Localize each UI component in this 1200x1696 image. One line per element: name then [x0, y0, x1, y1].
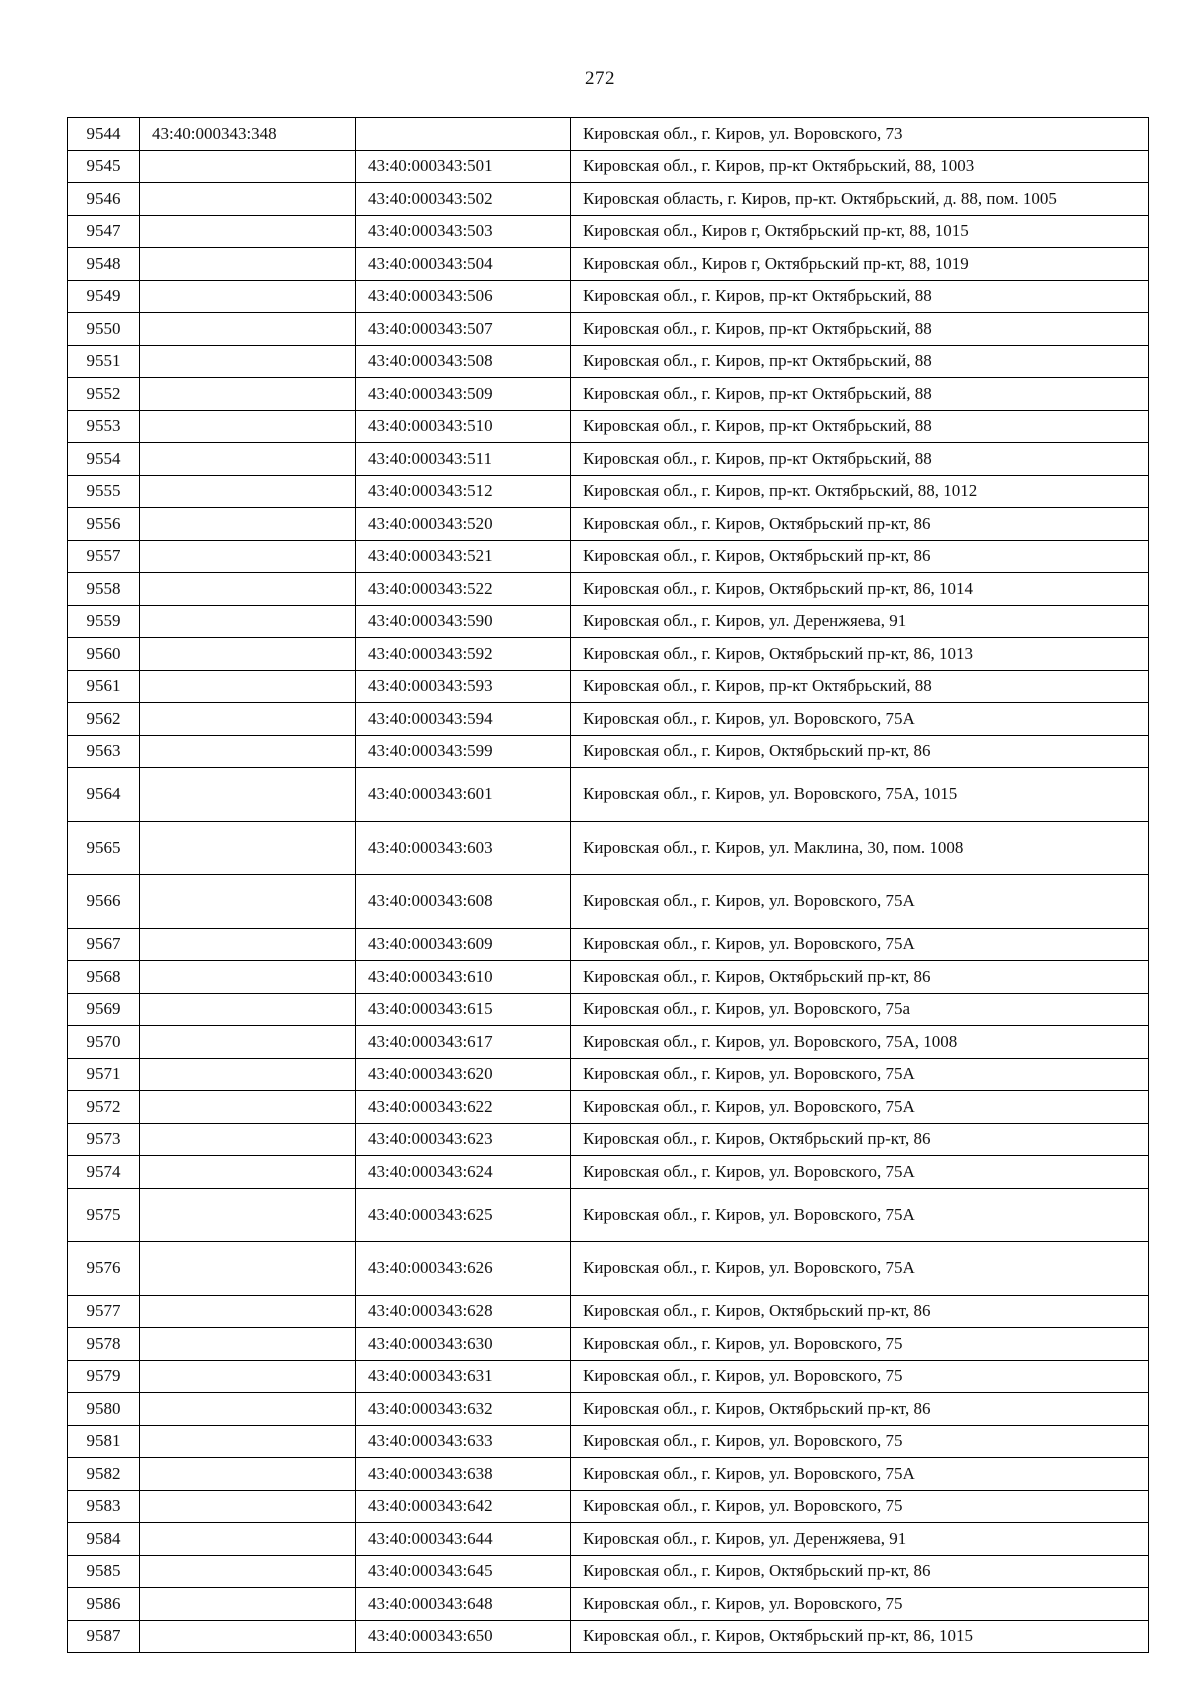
old-cadastral-number-cell: [140, 1555, 356, 1588]
table-row: [68, 1156, 1149, 1189]
row-number-cell: 9567: [68, 928, 140, 961]
table-row: [68, 928, 1149, 961]
cadastral-number-cell: 43:40:000343:522: [356, 573, 571, 606]
page-number: 272: [585, 68, 615, 89]
table-row: [68, 1588, 1149, 1621]
old-cadastral-number-cell: [140, 638, 356, 671]
cadastral-number-cell: 43:40:000343:601: [356, 768, 571, 822]
table-row: [68, 1620, 1149, 1653]
address-cell: Кировская обл., г. Киров, Октябрьский пр-кт, 86: [571, 1295, 1149, 1328]
row-number-cell: 9578: [68, 1328, 140, 1361]
old-cadastral-number-cell: [140, 1156, 356, 1189]
old-cadastral-number-cell: [140, 215, 356, 248]
row-number-cell: 9551: [68, 345, 140, 378]
table-row: [68, 378, 1149, 411]
address-cell: Кировская область, г. Киров, пр-кт. Октябрьский, д. 88, пом. 1005: [571, 183, 1149, 216]
address-cell: Кировская обл., г. Киров, ул. Воровского, 75А: [571, 928, 1149, 961]
row-number-cell: 9560: [68, 638, 140, 671]
old-cadastral-number-cell: [140, 1393, 356, 1426]
table-row: [68, 280, 1149, 313]
address-cell: Кировская обл., г. Киров, ул. Деренжяева, 91: [571, 1523, 1149, 1556]
cadastral-number-cell: 43:40:000343:645: [356, 1555, 571, 1588]
cadastral-number-cell: 43:40:000343:648: [356, 1588, 571, 1621]
table-row: [68, 443, 1149, 476]
address-cell: Кировская обл., г. Киров, ул. Воровского, 75А, 1008: [571, 1026, 1149, 1059]
table-row: [68, 1458, 1149, 1491]
address-cell: Кировская обл., г. Киров, ул. Воровского, 75: [571, 1425, 1149, 1458]
old-cadastral-number-cell: [140, 1328, 356, 1361]
cadastral-number-cell: 43:40:000343:521: [356, 540, 571, 573]
row-number-cell: 9582: [68, 1458, 140, 1491]
table-row: [68, 410, 1149, 443]
cadastral-number-cell: 43:40:000343:507: [356, 313, 571, 346]
row-number-cell: 9553: [68, 410, 140, 443]
old-cadastral-number-cell: [140, 345, 356, 378]
cadastral-number-cell: 43:40:000343:617: [356, 1026, 571, 1059]
address-cell: Кировская обл., г. Киров, Октябрьский пр-кт, 86: [571, 1123, 1149, 1156]
address-cell: Кировская обл., Киров г, Октябрьский пр-кт, 88, 1019: [571, 248, 1149, 281]
table-row: [68, 1026, 1149, 1059]
table-row: [68, 215, 1149, 248]
address-cell: Кировская обл., г. Киров, ул. Воровского, 75А: [571, 703, 1149, 736]
table-row: [68, 248, 1149, 281]
address-cell: Кировская обл., г. Киров, пр-кт Октябрьский, 88: [571, 313, 1149, 346]
old-cadastral-number-cell: [140, 410, 356, 443]
row-number-cell: 9580: [68, 1393, 140, 1426]
cadastral-number-cell: 43:40:000343:593: [356, 670, 571, 703]
row-number-cell: 9581: [68, 1425, 140, 1458]
cadastral-number-cell: 43:40:000343:594: [356, 703, 571, 736]
table-row: [68, 961, 1149, 994]
address-cell: Кировская обл., г. Киров, ул. Воровского, 75: [571, 1588, 1149, 1621]
old-cadastral-number-cell: [140, 605, 356, 638]
old-cadastral-number-cell: [140, 475, 356, 508]
cadastral-number-cell: 43:40:000343:506: [356, 280, 571, 313]
address-cell: Кировская обл., г. Киров, ул. Воровского, 75А: [571, 875, 1149, 929]
table-row: [68, 703, 1149, 736]
cadastral-number-cell: 43:40:000343:599: [356, 735, 571, 768]
cadastral-number-cell: 43:40:000343:622: [356, 1091, 571, 1124]
cadastral-number-cell: 43:40:000343:508: [356, 345, 571, 378]
cadastral-number-cell: 43:40:000343:624: [356, 1156, 571, 1189]
row-number-cell: 9561: [68, 670, 140, 703]
address-cell: Кировская обл., г. Киров, Октябрьский пр-кт, 86: [571, 735, 1149, 768]
row-number-cell: 9570: [68, 1026, 140, 1059]
cadastral-number-cell: 43:40:000343:501: [356, 150, 571, 183]
row-number-cell: 9555: [68, 475, 140, 508]
old-cadastral-number-cell: 43:40:000343:348: [140, 118, 356, 151]
row-number-cell: 9550: [68, 313, 140, 346]
row-number-cell: 9549: [68, 280, 140, 313]
cadastral-number-cell: 43:40:000343:610: [356, 961, 571, 994]
row-number-cell: 9557: [68, 540, 140, 573]
address-cell: Кировская обл., г. Киров, ул. Воровского, 75: [571, 1360, 1149, 1393]
old-cadastral-number-cell: [140, 540, 356, 573]
old-cadastral-number-cell: [140, 961, 356, 994]
old-cadastral-number-cell: [140, 928, 356, 961]
row-number-cell: 9558: [68, 573, 140, 606]
row-number-cell: 9556: [68, 508, 140, 541]
old-cadastral-number-cell: [140, 1091, 356, 1124]
cadastral-number-cell: 43:40:000343:625: [356, 1188, 571, 1242]
table-row: [68, 1490, 1149, 1523]
address-cell: Кировская обл., Киров г, Октябрьский пр-кт, 88, 1015: [571, 215, 1149, 248]
table-row: [68, 638, 1149, 671]
row-number-cell: 9585: [68, 1555, 140, 1588]
row-number-cell: 9569: [68, 993, 140, 1026]
address-cell: Кировская обл., г. Киров, ул. Воровского, 75А: [571, 1058, 1149, 1091]
address-cell: Кировская обл., г. Киров, Октябрьский пр-кт, 86: [571, 961, 1149, 994]
old-cadastral-number-cell: [140, 1026, 356, 1059]
cadastral-number-cell: 43:40:000343:638: [356, 1458, 571, 1491]
cadastral-number-cell: 43:40:000343:650: [356, 1620, 571, 1653]
cadastral-number-cell: 43:40:000343:632: [356, 1393, 571, 1426]
table-row: [68, 821, 1149, 875]
old-cadastral-number-cell: [140, 508, 356, 541]
old-cadastral-number-cell: [140, 993, 356, 1026]
row-number-cell: 9554: [68, 443, 140, 476]
cadastral-number-cell: 43:40:000343:609: [356, 928, 571, 961]
table-row: [68, 345, 1149, 378]
cadastral-number-cell: 43:40:000343:626: [356, 1242, 571, 1296]
cadastral-number-cell: 43:40:000343:620: [356, 1058, 571, 1091]
row-number-cell: 9547: [68, 215, 140, 248]
table-row: [68, 150, 1149, 183]
row-number-cell: 9571: [68, 1058, 140, 1091]
row-number-cell: 9544: [68, 118, 140, 151]
cadastral-number-cell: 43:40:000343:631: [356, 1360, 571, 1393]
old-cadastral-number-cell: [140, 248, 356, 281]
cadastral-number-cell: 43:40:000343:503: [356, 215, 571, 248]
address-cell: Кировская обл., г. Киров, пр-кт. Октябрьский, 88, 1012: [571, 475, 1149, 508]
address-cell: Кировская обл., г. Киров, ул. Воровского, 75А: [571, 1188, 1149, 1242]
table-row: [68, 1425, 1149, 1458]
table-row: [68, 540, 1149, 573]
row-number-cell: 9573: [68, 1123, 140, 1156]
old-cadastral-number-cell: [140, 1058, 356, 1091]
table-row: [68, 1328, 1149, 1361]
row-number-cell: 9587: [68, 1620, 140, 1653]
address-cell: Кировская обл., г. Киров, ул. Маклина, 30, пом. 1008: [571, 821, 1149, 875]
table-row: [68, 1123, 1149, 1156]
table-row: [68, 475, 1149, 508]
address-cell: Кировская обл., г. Киров, ул. Воровского, 75: [571, 1490, 1149, 1523]
table-row: [68, 1523, 1149, 1556]
table-row: [68, 993, 1149, 1026]
row-number-cell: 9572: [68, 1091, 140, 1124]
address-cell: Кировская обл., г. Киров, ул. Деренжяева, 91: [571, 605, 1149, 638]
cadastral-number-cell: 43:40:000343:628: [356, 1295, 571, 1328]
row-number-cell: 9575: [68, 1188, 140, 1242]
row-number-cell: 9568: [68, 961, 140, 994]
row-number-cell: 9586: [68, 1588, 140, 1621]
old-cadastral-number-cell: [140, 1458, 356, 1491]
address-cell: Кировская обл., г. Киров, пр-кт Октябрьский, 88: [571, 410, 1149, 443]
table-row: [68, 875, 1149, 929]
address-cell: Кировская обл., г. Киров, ул. Воровского, 75А: [571, 1091, 1149, 1124]
table-row: [68, 118, 1149, 151]
row-number-cell: 9584: [68, 1523, 140, 1556]
old-cadastral-number-cell: [140, 1188, 356, 1242]
old-cadastral-number-cell: [140, 768, 356, 822]
row-number-cell: 9545: [68, 150, 140, 183]
old-cadastral-number-cell: [140, 150, 356, 183]
cadastral-number-cell: 43:40:000343:615: [356, 993, 571, 1026]
address-cell: Кировская обл., г. Киров, Октябрьский пр-кт, 86, 1014: [571, 573, 1149, 606]
old-cadastral-number-cell: [140, 1490, 356, 1523]
cadastral-number-cell: 43:40:000343:520: [356, 508, 571, 541]
row-number-cell: 9563: [68, 735, 140, 768]
row-number-cell: 9565: [68, 821, 140, 875]
cadastral-number-cell: 43:40:000343:510: [356, 410, 571, 443]
address-cell: Кировская обл., г. Киров, Октябрьский пр-кт, 86: [571, 540, 1149, 573]
address-cell: Кировская обл., г. Киров, ул. Воровского, 75а: [571, 993, 1149, 1026]
cadastral-number-cell: 43:40:000343:509: [356, 378, 571, 411]
address-cell: Кировская обл., г. Киров, ул. Воровского, 75: [571, 1328, 1149, 1361]
address-cell: Кировская обл., г. Киров, пр-кт Октябрьский, 88, 1003: [571, 150, 1149, 183]
old-cadastral-number-cell: [140, 1123, 356, 1156]
table-row: [68, 1295, 1149, 1328]
row-number-cell: 9576: [68, 1242, 140, 1296]
old-cadastral-number-cell: [140, 280, 356, 313]
address-cell: Кировская обл., г. Киров, Октябрьский пр-кт, 86: [571, 508, 1149, 541]
table-row: [68, 573, 1149, 606]
table-row: [68, 768, 1149, 822]
row-number-cell: 9552: [68, 378, 140, 411]
table-row: [68, 735, 1149, 768]
old-cadastral-number-cell: [140, 875, 356, 929]
old-cadastral-number-cell: [140, 313, 356, 346]
table-row: [68, 183, 1149, 216]
old-cadastral-number-cell: [140, 1360, 356, 1393]
address-cell: Кировская обл., г. Киров, пр-кт Октябрьский, 88: [571, 280, 1149, 313]
cadastral-number-cell: 43:40:000343:630: [356, 1328, 571, 1361]
old-cadastral-number-cell: [140, 1425, 356, 1458]
address-cell: Кировская обл., г. Киров, Октябрьский пр-кт, 86: [571, 1555, 1149, 1588]
row-number-cell: 9564: [68, 768, 140, 822]
table-row: [68, 1393, 1149, 1426]
table-row: [68, 1555, 1149, 1588]
old-cadastral-number-cell: [140, 1295, 356, 1328]
address-cell: Кировская обл., г. Киров, ул. Воровского, 75А, 1015: [571, 768, 1149, 822]
table-row: [68, 1058, 1149, 1091]
old-cadastral-number-cell: [140, 378, 356, 411]
old-cadastral-number-cell: [140, 735, 356, 768]
table-row: [68, 1360, 1149, 1393]
cadastral-number-cell: 43:40:000343:512: [356, 475, 571, 508]
cadastral-number-cell: 43:40:000343:504: [356, 248, 571, 281]
address-cell: Кировская обл., г. Киров, пр-кт Октябрьский, 88: [571, 670, 1149, 703]
table-row: [68, 1188, 1149, 1242]
old-cadastral-number-cell: [140, 1620, 356, 1653]
cadastral-number-cell: 43:40:000343:623: [356, 1123, 571, 1156]
table-row: [68, 1091, 1149, 1124]
row-number-cell: 9566: [68, 875, 140, 929]
cadastral-registry-table: [67, 117, 1149, 1653]
old-cadastral-number-cell: [140, 670, 356, 703]
address-cell: Кировская обл., г. Киров, Октябрьский пр-кт, 86: [571, 1393, 1149, 1426]
cadastral-number-cell: [356, 118, 571, 151]
table-row: [68, 605, 1149, 638]
row-number-cell: 9579: [68, 1360, 140, 1393]
cadastral-number-cell: 43:40:000343:642: [356, 1490, 571, 1523]
old-cadastral-number-cell: [140, 703, 356, 736]
cadastral-number-cell: 43:40:000343:633: [356, 1425, 571, 1458]
cadastral-number-cell: 43:40:000343:502: [356, 183, 571, 216]
table-row: [68, 313, 1149, 346]
table-row: [68, 1242, 1149, 1296]
table-body: [68, 118, 1149, 1653]
old-cadastral-number-cell: [140, 1588, 356, 1621]
row-number-cell: 9574: [68, 1156, 140, 1189]
cadastral-number-cell: 43:40:000343:511: [356, 443, 571, 476]
address-cell: Кировская обл., г. Киров, ул. Воровского, 75А: [571, 1458, 1149, 1491]
address-cell: Кировская обл., г. Киров, пр-кт Октябрьский, 88: [571, 443, 1149, 476]
old-cadastral-number-cell: [140, 1523, 356, 1556]
old-cadastral-number-cell: [140, 183, 356, 216]
old-cadastral-number-cell: [140, 821, 356, 875]
cadastral-number-cell: 43:40:000343:608: [356, 875, 571, 929]
table-row: [68, 508, 1149, 541]
address-cell: Кировская обл., г. Киров, Октябрьский пр-кт, 86, 1015: [571, 1620, 1149, 1653]
cadastral-number-cell: 43:40:000343:644: [356, 1523, 571, 1556]
old-cadastral-number-cell: [140, 443, 356, 476]
row-number-cell: 9577: [68, 1295, 140, 1328]
address-cell: Кировская обл., г. Киров, ул. Воровского, 75А: [571, 1242, 1149, 1296]
address-cell: Кировская обл., г. Киров, пр-кт Октябрьский, 88: [571, 345, 1149, 378]
address-cell: Кировская обл., г. Киров, пр-кт Октябрьский, 88: [571, 378, 1149, 411]
address-cell: Кировская обл., г. Киров, Октябрьский пр-кт, 86, 1013: [571, 638, 1149, 671]
table-row: [68, 670, 1149, 703]
cadastral-number-cell: 43:40:000343:592: [356, 638, 571, 671]
old-cadastral-number-cell: [140, 1242, 356, 1296]
old-cadastral-number-cell: [140, 573, 356, 606]
row-number-cell: 9562: [68, 703, 140, 736]
row-number-cell: 9559: [68, 605, 140, 638]
address-cell: Кировская обл., г. Киров, ул. Воровского, 73: [571, 118, 1149, 151]
cadastral-number-cell: 43:40:000343:590: [356, 605, 571, 638]
row-number-cell: 9583: [68, 1490, 140, 1523]
row-number-cell: 9548: [68, 248, 140, 281]
cadastral-number-cell: 43:40:000343:603: [356, 821, 571, 875]
row-number-cell: 9546: [68, 183, 140, 216]
address-cell: Кировская обл., г. Киров, ул. Воровского, 75А: [571, 1156, 1149, 1189]
